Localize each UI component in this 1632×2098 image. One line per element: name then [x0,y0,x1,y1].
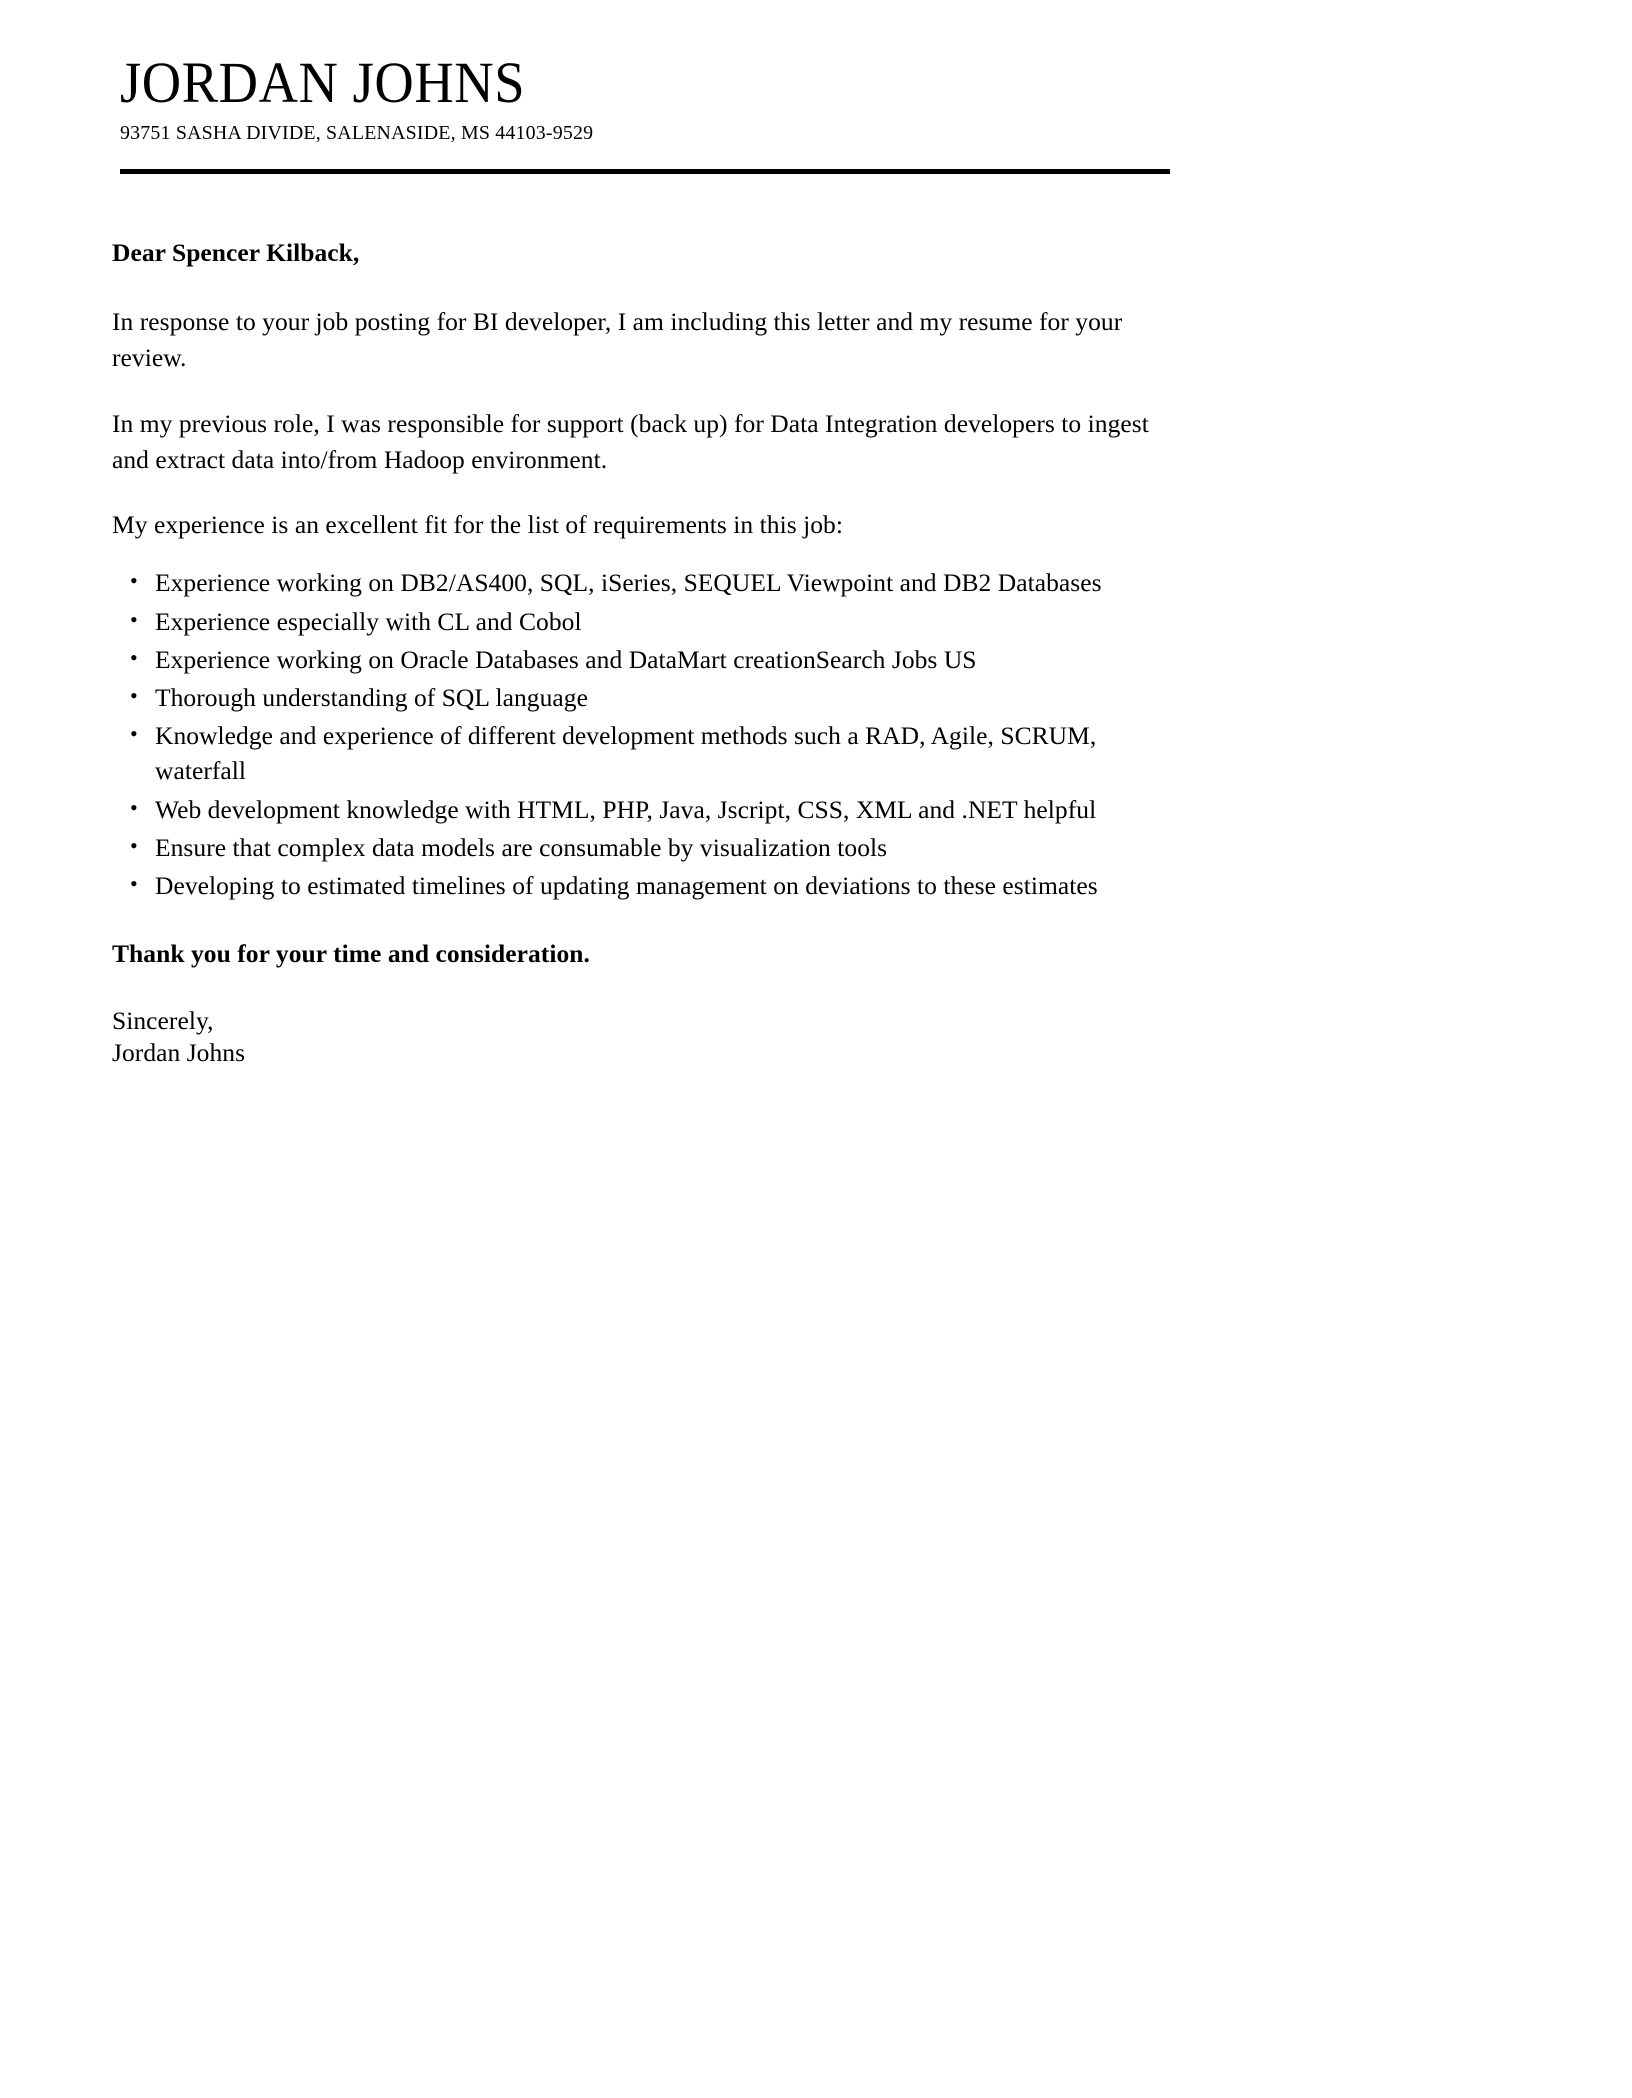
page-title: JORDAN JOHNS [120,50,526,115]
signature-name: Jordan Johns [112,1038,246,1068]
letter-body [0,236,1288,1070]
list-item: • Thorough understanding of SQL language [112,680,1168,715]
letterhead [0,0,1632,174]
list-item: • Web development knowledge with HTML, PHP, Java, Jscript, CSS, XML and .NET helpful [112,792,1168,827]
signature-block [112,1005,1168,1070]
body-paragraph-1: In response to your job posting for BI developer, I am including this letter and my resume for your review. [112,306,1123,372]
requirements-intro: My experience is an excellent fit for the list of requirements in this job: [112,510,843,540]
applicant-address: 93751 SASHA DIVIDE, SALENASIDE, MS 44103-9529 [120,121,594,144]
signoff: Sincerely, [112,1005,214,1035]
list-item: • Experience especially with CL and Cobol [112,604,1168,639]
body-paragraph-2: In my previous role, I was responsible for support (back up) for Data Integration developers to ingest and extract data into/from Hadoop environment. [112,408,1149,474]
list-item: • Experience working on Oracle Databases and DataMart creationSearch Jobs US [112,642,1168,677]
requirements-list [112,565,1168,903]
salutation: Dear Spencer Kilback, [112,238,360,268]
list-item: • Developing to estimated timelines of updating management on deviations to these estimates [112,868,1168,903]
list-item: • Ensure that complex data models are consumable by visualization tools [112,830,1168,865]
list-item: • Knowledge and experience of different development methods such a RAD, Agile, SCRUM, waterfall [112,718,1168,788]
list-item: • Experience working on DB2/AS400, SQL, iSeries, SEQUEL Viewpoint and DB2 Databases [112,565,1168,600]
header-divider [120,169,1170,174]
closing-statement: Thank you for your time and consideration. [112,939,590,969]
